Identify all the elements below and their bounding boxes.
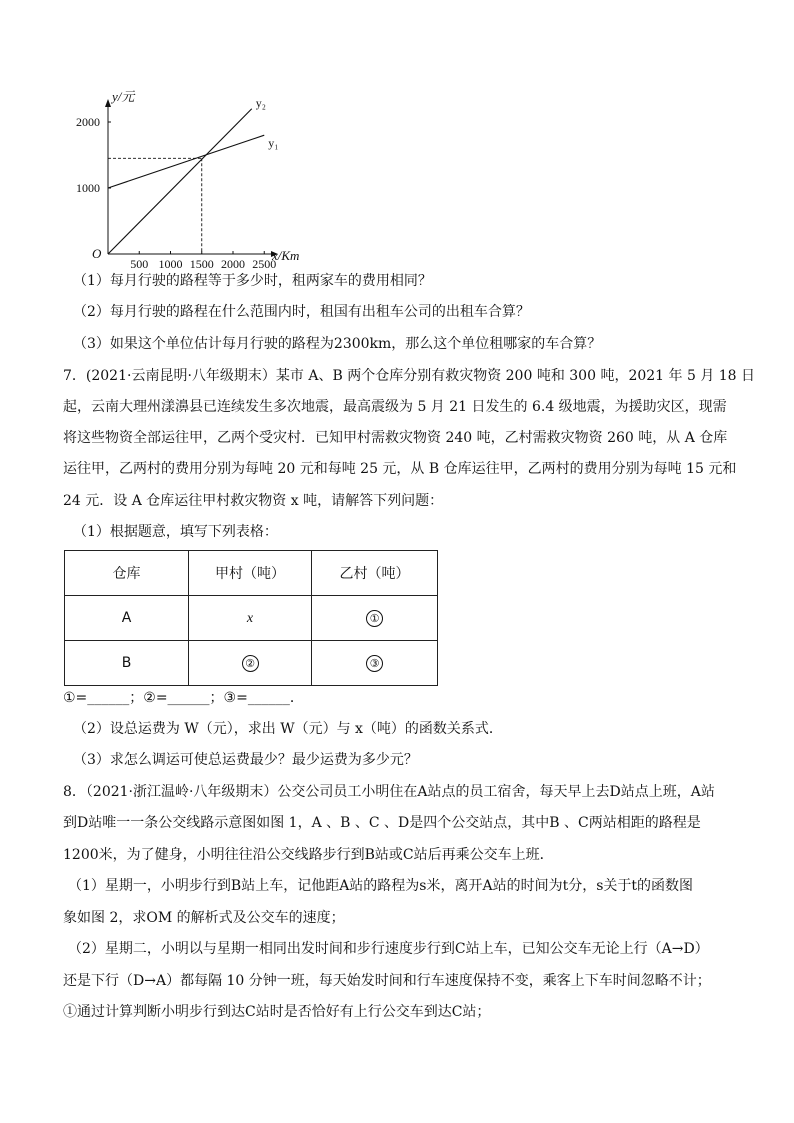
x-tick-label: 1000 <box>158 257 183 271</box>
q7-part2: （2）设总运费为 W（元），求出 W（元）与 x（吨）的函数关系式． <box>73 721 503 737</box>
y-tick-label: 1000 <box>76 181 100 195</box>
q7-part1: （1）根据题意，填写下列表格： <box>73 524 278 540</box>
x-tick-label: 1500 <box>189 257 214 271</box>
y-axis-arrow <box>105 99 111 107</box>
q8-line1: 8．（2021·浙江温岭·八年级期末）公交公司员工小明住在A站点的员工宿舍，每天早上去D站点上班，A站 <box>63 784 715 800</box>
x-tick-label: 2000 <box>221 257 245 271</box>
table-row <box>65 641 438 686</box>
x-axis-label: x/Km <box>272 248 300 263</box>
q8-part1-line1: （1）星期一，小明步行到B站上车，记他距A站的路程为s米，离开A站的时间为t分，s关于t的函数图 <box>68 878 694 894</box>
table-cell: A <box>65 596 189 641</box>
q8-line3: 1200米，为了健身，小明往往沿公交线路步行到B站或C站后再乘公交车上班． <box>63 847 554 863</box>
q8-part1-line2: 象如图 2，求OM 的解析式及公交车的速度； <box>63 910 345 926</box>
blank-marker-3: ③ <box>366 655 383 672</box>
distance-cost-chart <box>66 86 326 276</box>
origin-label: O <box>92 246 102 261</box>
q7-line4: 运往甲，乙两村的费用分别为每吨 20 元和每吨 25 元，从 B 仓库运往甲，乙两村的费用分别为每吨 15 元和 <box>63 461 737 477</box>
q8-part2-line1: （2）星期二，小明以与星期一相同出发时间和步行速度步行到C站上车，已知公交车无论上行（A→D） <box>68 941 709 957</box>
series-line-2 <box>108 109 252 254</box>
blank-marker-1: ① <box>366 610 383 627</box>
series-label-2: y₂ <box>255 95 266 110</box>
table-header-row <box>65 551 438 596</box>
table-cell-value: x <box>246 610 254 626</box>
x-tick-label: 2500 <box>252 257 277 271</box>
q6-part1: （1）每月行驶的路程等于多少时，租两家车的费用相同？ <box>73 273 432 289</box>
table-cell <box>312 596 438 641</box>
x-tick-label: 500 <box>130 257 149 271</box>
blank-marker-2: ② <box>242 655 259 672</box>
table-cell <box>189 596 312 641</box>
transport-table <box>64 550 438 686</box>
q8-part2-sub1: ①通过计算判断小明步行到达C站时是否恰好有上行公交车到达C站； <box>63 1004 491 1020</box>
q7-line5: 24 元．设 A 仓库运往甲村救灾物资 x 吨，请解答下列问题： <box>63 493 444 509</box>
q6-part3: （3）如果这个单位估计每月行驶的路程为2300km，那么这个单位租哪家的车合算？ <box>73 336 602 352</box>
table-row <box>65 596 438 641</box>
chart-marks <box>108 96 278 254</box>
table-cell <box>312 641 438 686</box>
q7-line1: 7．(2021·云南昆明·八年级期末）某市 A、B 两个仓库分别有救灾物资 200 吨和 300 吨，2021 年 5 月 18 日 <box>63 368 756 384</box>
q6-part2: （2）每月行驶的路程在什么范围内时，租国有出租车公司的出租车合算？ <box>73 304 530 320</box>
q7-part3: （3）求怎么调运可使总运费最少？最少运费为多少元？ <box>73 752 418 768</box>
table-cell <box>189 641 312 686</box>
table-header: 甲村（吨） <box>189 551 312 596</box>
y-axis-label: y/元 <box>112 89 135 104</box>
table-header: 仓库 <box>65 551 189 596</box>
q7-line3: 将这些物资全部运往甲，乙两个受灾村．已知甲村需救灾物资 240 吨，乙村需救灾物资 260 吨，从 A 仓库 <box>63 430 728 446</box>
y-tick-label: 2000 <box>76 115 100 129</box>
series-label-1: y₁ <box>268 136 279 151</box>
q7-blanks: ①=______；②=______；③=______． <box>63 690 304 706</box>
q7-line2: 起，云南大理州漾濞县已连续发生多次地震，最高震级为 5 月 21 日发生的 6.4 级地震，为援助灾区，现需 <box>63 399 727 415</box>
q8-part2-line2: 还是下行（D→A）都每隔 10 分钟一班，每天始发时间和行车速度保持不变，乘客上下车时间忽略不计； <box>63 973 711 989</box>
series-line-1 <box>108 135 264 188</box>
table-header: 乙村（吨） <box>312 551 438 596</box>
table-cell: B <box>65 641 189 686</box>
q8-line2: 到D站唯一一条公交线路示意图如图 1，A 、B 、C 、D是四个公交站点，其中B 、C两站相距的路程是 <box>63 815 701 831</box>
